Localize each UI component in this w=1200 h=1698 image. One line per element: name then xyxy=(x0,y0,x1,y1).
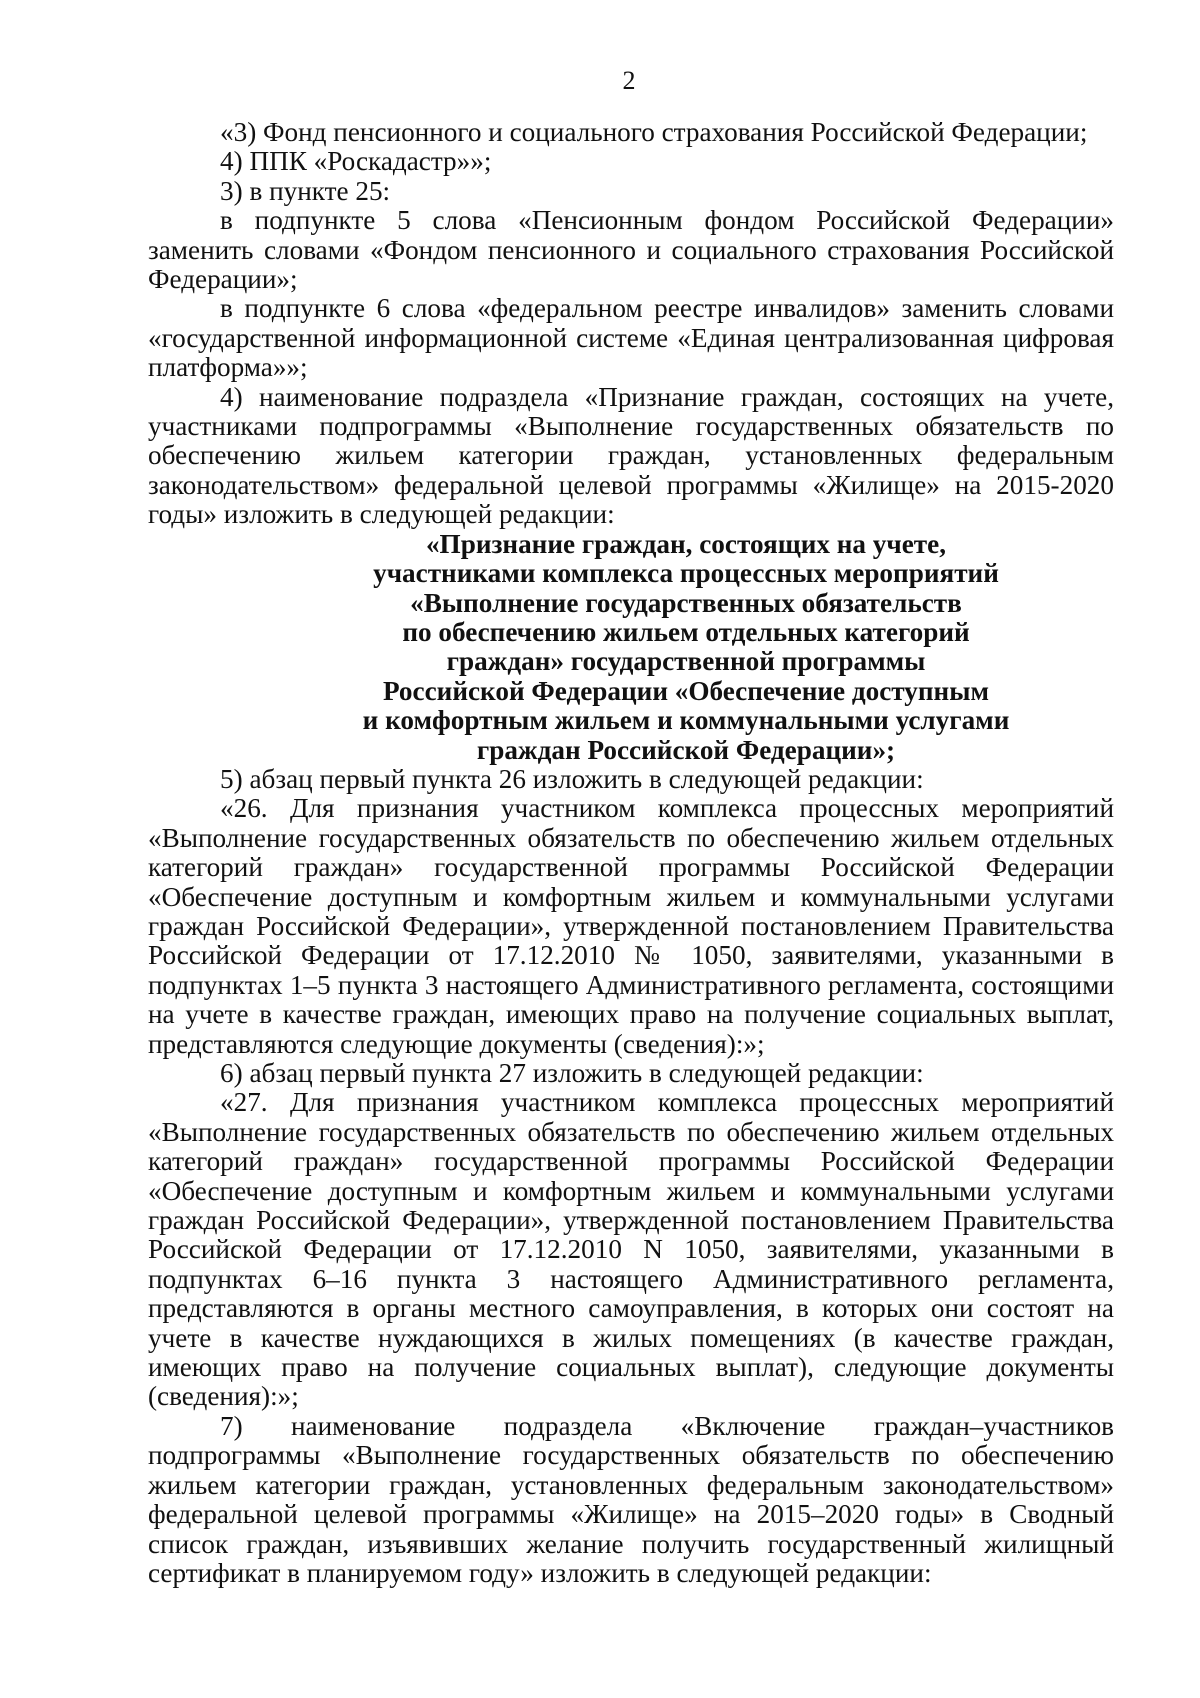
paragraph-point-7: 7) наименование подраздела «Включение граждан–участников подпрограммы «Выполнение государственных обязательств по обеспечению жильем категории граждан, установленных федеральным законодательством» федеральной целевой программы «Жилище» на 2015–2020 годы» в Сводный список граждан, изъявивших желание получить государственный жилищный сертификат в планируемом году» изложить в следующей редакции: xyxy=(148,1410,1114,1588)
heading-line: граждан» государственной программы xyxy=(446,646,926,677)
heading-line: «Признание граждан, состоящих на учете, xyxy=(425,528,947,559)
paragraph-subpoint-6: в подпункте 6 слова «федеральном реестре инвалидов» заменить словами «государственной информационной системе «Единая централизованная цифровая платформа»»; xyxy=(148,293,1114,383)
heading-line: по обеспечению жильем отдельных категорий xyxy=(402,616,970,647)
heading-line: «Выполнение государственных обязательств xyxy=(410,587,962,618)
heading-line: и комфортным жильем и коммунальными услугами xyxy=(362,705,1010,736)
paragraph-point-6: 6) абзац первый пункта 27 изложить в следующей редакции: xyxy=(220,1058,924,1088)
paragraph-item-3: «3) Фонд пенсионного и социального страхования Российской Федерации; xyxy=(220,117,1088,147)
paragraph-point-5: 5) абзац первый пункта 26 изложить в следующей редакции: xyxy=(220,763,924,794)
heading-line: граждан Российской Федерации»; xyxy=(476,734,896,765)
paragraph-item-4: 4) ППК «Роскадастр»»; xyxy=(220,146,492,177)
subsection-heading xyxy=(148,530,1114,765)
page-number: 2 xyxy=(622,66,636,95)
heading-line: участниками комплекса процессных мероприятий xyxy=(373,558,999,589)
paragraph-subpoint-5: в подпункте 5 слова «Пенсионным фондом Российской Федерации» заменить словами «Фондом пенсионного и социального страхования Российской Федерации»; xyxy=(148,205,1114,295)
paragraph-point-4: 4) наименование подраздела «Признание граждан, состоящих на учете, участниками подпрограммы «Выполнение государственных обязательств по обеспечению жильем категории граждан, установленных федеральным законодательством» федеральной целевой программы «Жилище» на 2015-2020 годы» изложить в следующей редакции: xyxy=(148,381,1114,530)
heading-line: Российской Федерации «Обеспечение доступным xyxy=(383,675,989,706)
paragraph-clause-27: «27. Для признания участником комплекса процессных мероприятий «Выполнение государственных обязательств по обеспечению жильем отдельных категорий граждан» государственной программы Российской Федерации «Обеспечение доступным и комфортным жильем и коммунальными услугами граждан Российской Федерации», утвержденной постановлением Правительства Российской Федерации от 17.12.2010 N 1050, заявителями, указанными в подпунктах 6–16 пункта 3 настоящего Административного регламента, представляются в органы местного самоуправления, в которых они состоят на учете в качестве нуждающихся в жилых помещениях (в качестве граждан, имеющих право на получение социальных выплат), следующие документы (сведения):»; xyxy=(148,1087,1114,1412)
paragraph-point-3: 3) в пункте 25: xyxy=(220,175,391,206)
document-body xyxy=(148,118,1114,1588)
paragraph-clause-26: «26. Для признания участником комплекса процессных мероприятий «Выполнение государственных обязательств по обеспечению жильем отдельных категорий граждан» государственной программы Российской Федерации «Обеспечение доступным и комфортным жильем и коммунальными услугами граждан Российской Федерации», утвержденной постановлением Правительства Российской Федерации от 17.12.2010 № 1050, заявителями, указанными в подпунктах 1–5 пункта 3 настоящего Административного регламента, состоящими на учете в качестве граждан, имеющих право на получение социальных выплат, представляются следующие документы (сведения):»; xyxy=(148,793,1114,1059)
